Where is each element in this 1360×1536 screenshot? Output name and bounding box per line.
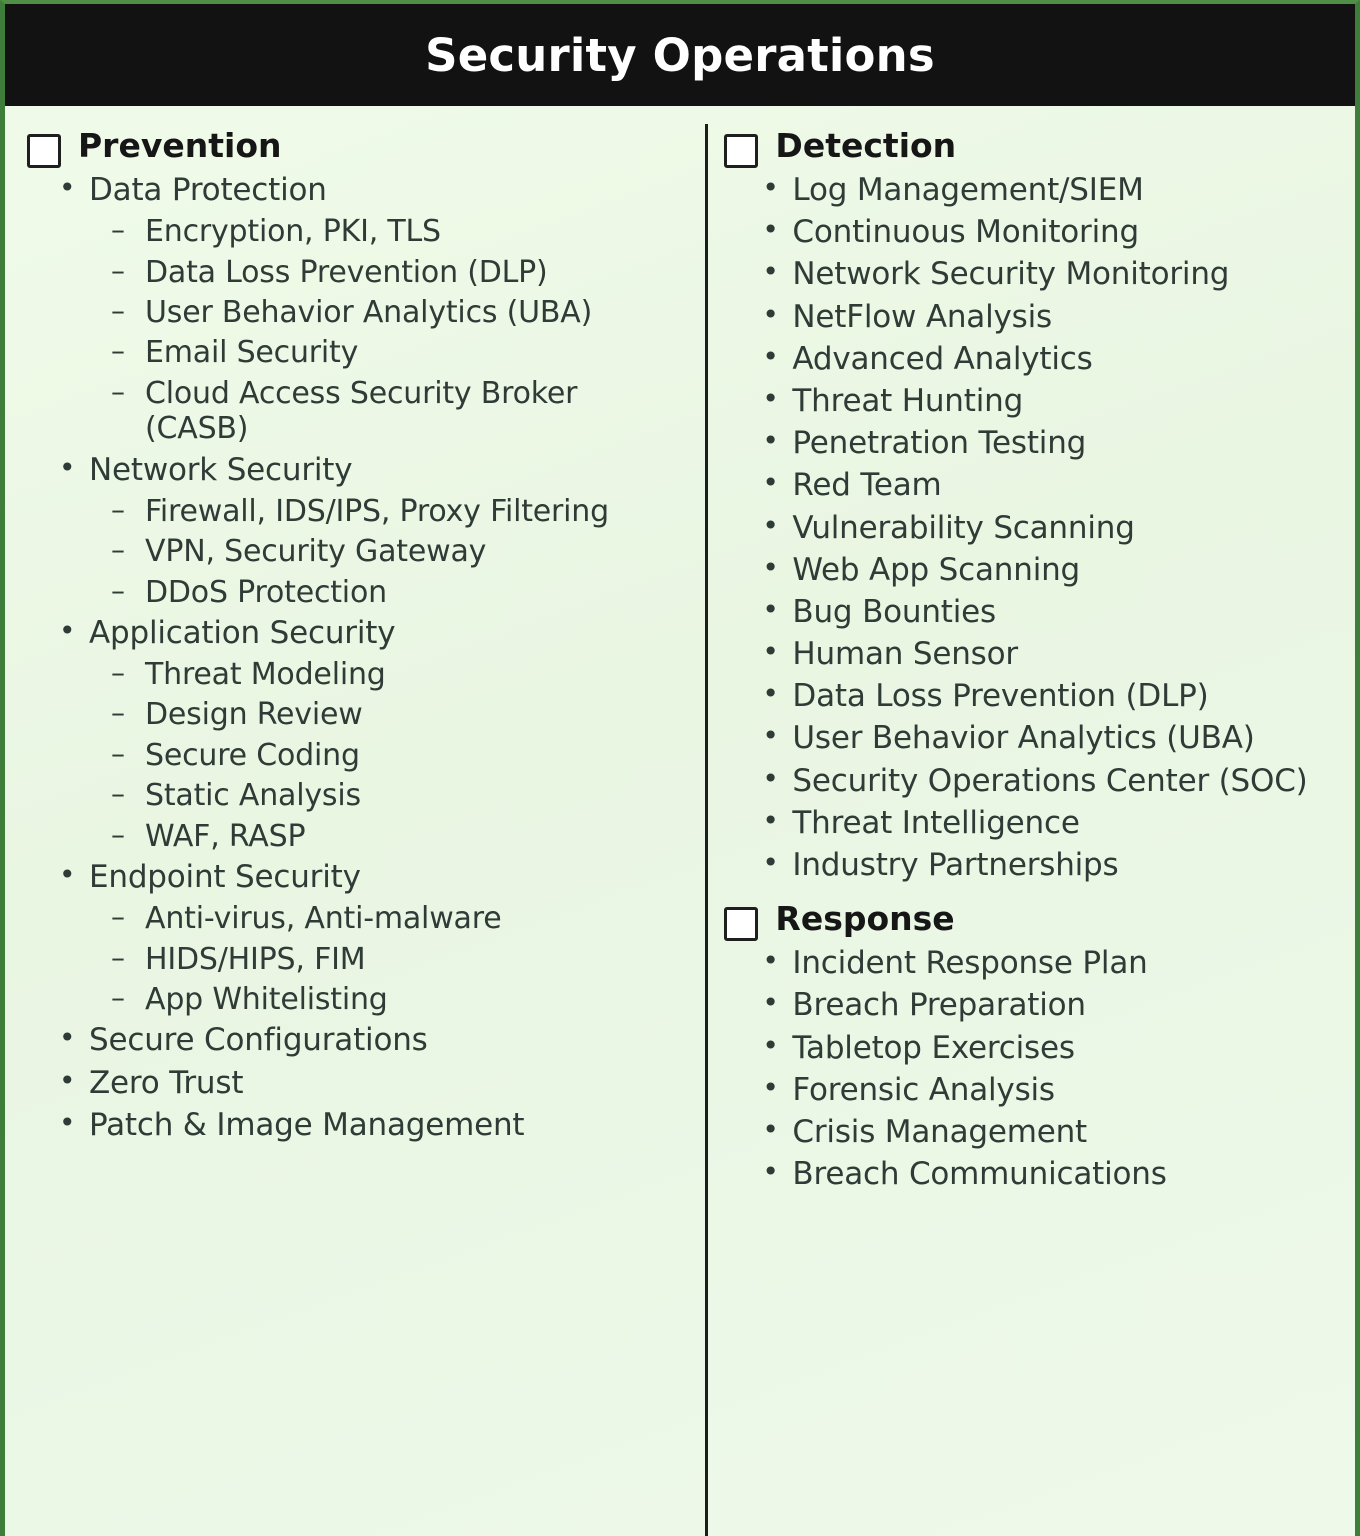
title-bar bbox=[5, 4, 1355, 106]
list-item: – Cloud Access Security Broker (CASB) bbox=[27, 376, 684, 447]
list-item: • Threat Hunting bbox=[724, 383, 1345, 420]
section-detection bbox=[724, 128, 1345, 884]
list-item: – Threat Modeling bbox=[27, 657, 684, 692]
list-item: • Patch & Image Management bbox=[27, 1107, 684, 1144]
unchecked-checkbox-icon[interactable] bbox=[724, 134, 758, 168]
list-item: – DDoS Protection bbox=[27, 575, 684, 610]
section-header bbox=[27, 128, 684, 168]
section-prevention bbox=[27, 128, 684, 1144]
list-item: – User Behavior Analytics (UBA) bbox=[27, 295, 684, 330]
list-item: • Continuous Monitoring bbox=[724, 214, 1345, 251]
list-item: • Secure Configurations bbox=[27, 1022, 684, 1059]
list-item: – WAF, RASP bbox=[27, 819, 684, 854]
list-item: • Forensic Analysis bbox=[724, 1072, 1345, 1109]
list-item: • Web App Scanning bbox=[724, 552, 1345, 589]
list-item: • Crisis Management bbox=[724, 1114, 1345, 1151]
list-item: • Incident Response Plan bbox=[724, 945, 1345, 982]
list-item: – Encryption, PKI, TLS bbox=[27, 214, 684, 249]
unchecked-checkbox-icon[interactable] bbox=[27, 134, 61, 168]
list-item: – HIDS/HIPS, FIM bbox=[27, 942, 684, 977]
left-column bbox=[5, 120, 702, 1536]
list-item: • Network Security Monitoring bbox=[724, 256, 1345, 293]
list-item: – Email Security bbox=[27, 335, 684, 370]
list-item: • Bug Bounties bbox=[724, 594, 1345, 631]
section-title: Prevention bbox=[78, 126, 282, 165]
list-item: • Breach Communications bbox=[724, 1156, 1345, 1193]
list-item: • Human Sensor bbox=[724, 636, 1345, 673]
list-item: – Anti-virus, Anti-malware bbox=[27, 901, 684, 936]
list-item: • Industry Partnerships bbox=[724, 847, 1345, 884]
list-item: • Red Team bbox=[724, 467, 1345, 504]
list-item: – Design Review bbox=[27, 697, 684, 732]
list-item: – Static Analysis bbox=[27, 778, 684, 813]
column-divider bbox=[705, 124, 708, 1536]
list-item: • Data Protection bbox=[27, 172, 684, 209]
list-item: • Breach Preparation bbox=[724, 987, 1345, 1024]
list-item: – Secure Coding bbox=[27, 738, 684, 773]
section-title: Response bbox=[775, 899, 955, 939]
section-title: Detection bbox=[775, 126, 957, 165]
list-item: • Security Operations Center (SOC) bbox=[724, 763, 1345, 800]
section-list bbox=[724, 172, 1345, 884]
list-item: • Penetration Testing bbox=[724, 425, 1345, 462]
list-item: • Log Management/SIEM bbox=[724, 172, 1345, 209]
list-item: • Advanced Analytics bbox=[724, 341, 1345, 378]
list-item: • Tabletop Exercises bbox=[724, 1030, 1345, 1067]
list-item: – Firewall, IDS/IPS, Proxy Filtering bbox=[27, 494, 684, 529]
list-item: • Threat Intelligence bbox=[724, 805, 1345, 842]
list-item: • Zero Trust bbox=[27, 1065, 684, 1102]
unchecked-checkbox-icon[interactable] bbox=[724, 907, 758, 941]
section-list bbox=[27, 172, 684, 1144]
list-item: • Vulnerability Scanning bbox=[724, 510, 1345, 547]
list-item: – VPN, Security Gateway bbox=[27, 534, 684, 569]
list-item: – App Whitelisting bbox=[27, 982, 684, 1017]
section-header bbox=[724, 901, 1345, 941]
section-list bbox=[724, 945, 1345, 1193]
list-item: • Data Loss Prevention (DLP) bbox=[724, 678, 1345, 715]
list-item: • NetFlow Analysis bbox=[724, 299, 1345, 336]
section-header bbox=[724, 128, 1345, 168]
page-title: Security Operations bbox=[425, 28, 935, 82]
list-item: • User Behavior Analytics (UBA) bbox=[724, 720, 1345, 757]
list-item: – Data Loss Prevention (DLP) bbox=[27, 255, 684, 290]
right-column bbox=[702, 120, 1355, 1536]
content-columns bbox=[5, 106, 1355, 1536]
list-item: • Application Security bbox=[27, 615, 684, 652]
list-item: • Network Security bbox=[27, 452, 684, 489]
section-response bbox=[724, 901, 1345, 1193]
list-item: • Endpoint Security bbox=[27, 859, 684, 896]
